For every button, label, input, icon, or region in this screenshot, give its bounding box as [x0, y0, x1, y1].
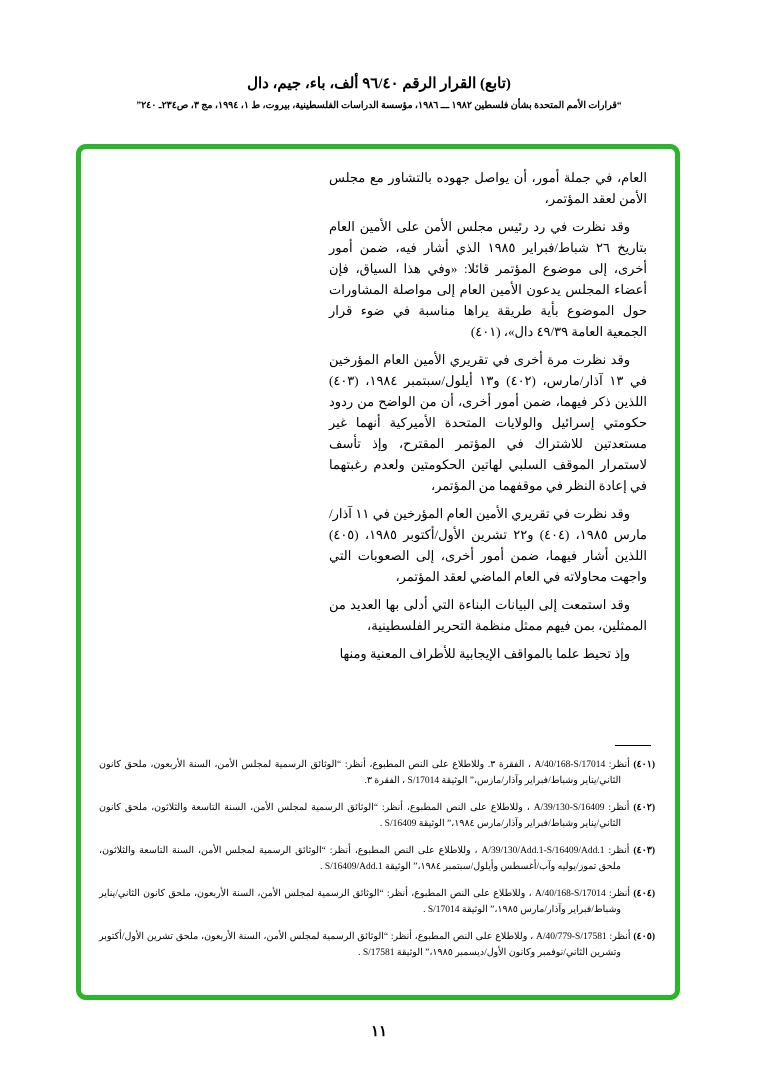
page-title: (تابع) القرار الرقم ٩٦/٤٠ ألف، باء، جيم، دال	[247, 76, 511, 92]
footnote-text: أنظر: A/40/168-S/17014 ، وللاطلاع على النص المطبوع، أنظر: “الوثائق الرسمية لمجلس الأمن، السنة الأربعون، ملحق كانون الثاني/يناير وشباط/فبراير وآذار/مارس ١٩٨٥،” الوثيقة S/17014 .	[99, 889, 631, 915]
source-citation: “قرارات الأمم المتحدة بشأن فلسطين ١٩٨٢ ـــ ١٩٨٦، مؤسسة الدراسات الفلسطينية، بيروت، ط ١، ١٩٩٤، مج ٣، ص٢٣٤ـ ٢٤٠”	[136, 101, 622, 111]
footnote-text: أنظر: A/39/130/Add.1-S/16409/Add.1 ، وللاطلاع على النص المطبوع، أنظر: “الوثائق الرسمية لمجلس الأمن، السنة التاسعة والثلاثون، ملحق تموز/يوليه وآب/أغسطس وأيلول/سبتمبر ١٩٨٤،” الوثيقة S/16409/Add.1 .	[99, 846, 630, 872]
footnote-number: (٤٠٥)	[633, 932, 655, 942]
body-paragraph: وقد نظرت في رد رئيس مجلس الأمن على الأمين العام بتاريخ ٢٦ شباط/فبراير ١٩٨٥ الذي أشار فيه، ضمن أمور أخرى، إلى موضوع المؤتمر قائلا: «وفي هذا السياق، فإن أعضاء المجلس يدعون الأمين العام إلى مواصلة المشاورات حول الموضوع بأية طريقة يراها مناسبة في ضوء قرار الجمعية العامة ٤٩/٣٩ دال»، (٤٠١)	[329, 219, 647, 339]
body-paragraph: العام، في جملة أمور، أن يواصل جهوده بالتشاور مع مجلس الأمن لعقد المؤتمر،	[329, 170, 647, 206]
footnote-text: أنظر: A/40/168-S/17014 ، الفقرة ٣. وللاطلاع على النص المطبوع، أنظر: “الوثائق الرسمية لمجلس الأمن، السنة الأربعون، ملحق كانون الثاني/يناير وشباط/فبراير وآذار/مارس،” الوثيقة S/17014 ، الفقرة ٣.	[99, 760, 630, 786]
body-paragraph: وإذ تحيط علما بالمواقف الإيجابية للأطراف المعنية ومنها	[339, 646, 630, 661]
footnote-item	[99, 929, 655, 961]
page-number: ١١	[370, 1024, 388, 1040]
body-paragraph: وقد استمعت إلى البيانات البناءة التي أدلى بها العديد من الممثلين، بمن فيهم ممثل منظمة التحرير الفلسطينية،	[329, 597, 647, 633]
footnotes-section	[99, 757, 655, 972]
footnote-text: أنظر: A/39/130-S/16409 ، وللاطلاع على النص المطبوع، أنظر: “الوثائق الرسمية لمجلس الأمن، السنة التاسعة والثلاثون، ملحق كانون الثاني/يناير وشباط/فبراير وآذار/مارس ١٩٨٤،” الوثيقة S/16409 .	[99, 803, 630, 829]
resolution-body	[329, 167, 647, 671]
footnote-item	[99, 886, 655, 918]
footnote-number: (٤٠١)	[633, 760, 655, 770]
footnote-text: أنظر: A/40/779-S/17581 ، وللاطلاع على النص المطبوع، أنظر: “الوثائق الرسمية لمجلس الأمن، السنة الأربعون، ملحق تشرين الأول/أكتوبر وتشرين الثاني/نوفمبر وكانون الأول/ديسمبر ١٩٨٥،” الوثيقة S/17581 .	[99, 932, 631, 958]
footnote-item	[99, 843, 655, 875]
footnote-item	[99, 800, 655, 832]
footnote-item	[99, 757, 655, 789]
footnote-separator	[615, 745, 651, 746]
document-header	[0, 74, 758, 111]
body-paragraph: وقد نظرت مرة أخرى في تقريري الأمين العام المؤرخين في ١٣ آذار/مارس، (٤٠٢) و١٣ أيلول/سبتمبر ١٩٨٤، (٤٠٣) اللذين ذكر فيهما، ضمن أمور أخرى، أن من الواضح من ردود حكومتي إسرائيل والولايات المتحدة الأميركية أنهما غير مستعدتين للاشتراك في المؤتمر المقترح، وإذ تأسف لاستمرار الموقف السلبي لهاتين الحكومتين ولعدم رغبتهما في إعادة النظر في موقفهما من المؤتمر،	[329, 352, 648, 493]
footnote-number: (٤٠٣)	[633, 846, 656, 856]
footnote-number: (٤٠٤)	[633, 889, 655, 899]
body-paragraph: وقد نظرت في تقريري الأمين العام المؤرخين في ١١ آذار/مارس ١٩٨٥، (٤٠٤) و٢٢ تشرين الأول/أكتوبر ١٩٨٥، (٤٠٥) اللذين أشار فيهما، ضمن أمور أخرى، إلى الصعوبات التي واجهت محاولاته في العام الماضي لعقد المؤتمر،	[329, 506, 647, 584]
content-frame	[76, 144, 680, 1000]
footnote-number: (٤٠٢)	[633, 803, 655, 813]
